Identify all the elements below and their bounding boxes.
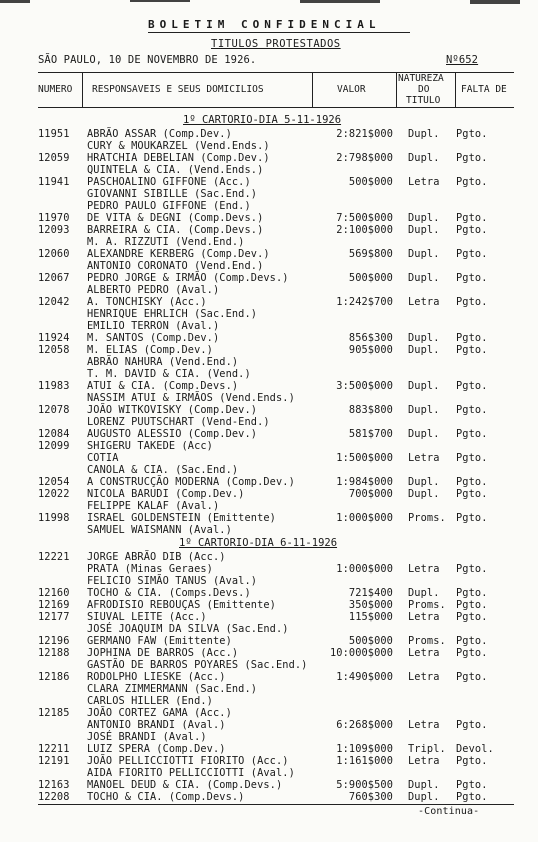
row-falta: Pgto. (456, 380, 488, 392)
row-falta: Pgto. (456, 272, 488, 284)
row-number: 12084 (38, 428, 70, 440)
row-falta: Pgto. (456, 755, 488, 767)
row-natureza: Letra (408, 647, 440, 659)
row-number: 12211 (38, 743, 70, 755)
row-falta: Pgto. (456, 212, 488, 224)
row-falta: Pgto. (456, 647, 488, 659)
row-natureza: Proms. (408, 635, 446, 647)
row-falta: Pgto. (456, 671, 488, 683)
related-party: PRATA (Minas Geraes) (87, 563, 213, 575)
row-value: 721$400 (348, 587, 393, 599)
row-natureza: Dupl. (408, 344, 440, 356)
row-natureza: Dupl. (408, 248, 440, 260)
responsible-party: TOCHO & CIA. (Comps.Devs.) (87, 587, 251, 599)
section-title: 1º CARTORIO-DIA 5-11-1926 (183, 114, 342, 126)
col-header-natureza-1: NATUREZA (398, 73, 444, 84)
responsible-party: BARREIRA & CIA. (Comp.Devs.) (87, 224, 264, 236)
row-number: 12177 (38, 611, 70, 623)
related-party: JOSÉ JOAQUIM DA SILVA (Sac.End.) (87, 623, 289, 635)
scan-artifact (130, 0, 190, 2)
scan-artifact (0, 0, 30, 3)
row-natureza: Dupl. (408, 476, 440, 488)
responsible-party: M. ELIAS (Comp.Dev.) (87, 344, 213, 356)
related-party: CLARA ZIMMERMANN (Sac.End.) (87, 683, 258, 695)
related-party: M. A. RIZZUTI (Vend.End.) (87, 236, 245, 248)
row-falta: Pgto. (456, 296, 488, 308)
row-number: 12060 (38, 248, 70, 260)
row-falta: Pgto. (456, 599, 488, 611)
row-falta: Pgto. (456, 512, 488, 524)
row-falta: Pgto. (456, 344, 488, 356)
related-party: FELIPPE KALAF (Aval.) (87, 500, 220, 512)
row-natureza: Dupl. (408, 587, 440, 599)
related-party: ANTONIO CORONATO (Vend.End.) (87, 260, 264, 272)
row-natureza: Proms. (408, 599, 446, 611)
row-number: 12208 (38, 791, 70, 803)
row-natureza: Letra (408, 671, 440, 683)
column-divider (312, 72, 313, 108)
continua-label: -Continua- (418, 806, 480, 817)
row-natureza: Dupl. (408, 128, 440, 140)
col-header-responsaveis: RESPONSAVEIS E SEUS DOMICILIOS (92, 84, 264, 95)
row-falta: Pgto. (456, 488, 488, 500)
related-party: SAMUEL WAISMANN (Aval.) (87, 524, 232, 536)
row-falta: Pgto. (456, 452, 488, 464)
responsible-party: HRATCHIA DEBELIAN (Comp.Dev.) (87, 152, 270, 164)
row-number: 12163 (38, 779, 70, 791)
row-natureza: Letra (408, 755, 440, 767)
row-falta: Pgto. (456, 248, 488, 260)
row-natureza: Letra (408, 563, 440, 575)
row-number: 12185 (38, 707, 70, 719)
row-number: 12196 (38, 635, 70, 647)
row-value: 7:500$000 (336, 212, 393, 224)
row-number: 12054 (38, 476, 70, 488)
row-value: 5:900$500 (336, 779, 393, 791)
row-falta: Pgto. (456, 404, 488, 416)
row-value: 350$000 (348, 599, 393, 611)
document-title: BOLETIM CONFIDENCIAL (148, 18, 381, 31)
row-number: 12160 (38, 587, 70, 599)
responsible-party: MANOEL DEUD & CIA. (Comp.Devs.) (87, 779, 283, 791)
related-party: QUINTELA & CIA. (Vend.Ends.) (87, 164, 264, 176)
row-natureza: Dupl. (408, 224, 440, 236)
responsible-party: ISRAEL GOLDENSTEIN (Emittente) (87, 512, 276, 524)
row-falta: Pgto. (456, 587, 488, 599)
row-natureza: Tripl. (408, 743, 446, 755)
row-falta: Pgto. (456, 428, 488, 440)
responsible-party: M. SANTOS (Comp.Dev.) (87, 332, 220, 344)
related-party: GASTÃO DE BARROS POYARES (Sac.End.) (87, 659, 308, 671)
col-header-valor: VALOR (337, 84, 366, 95)
row-falta: Pgto. (456, 476, 488, 488)
row-number: 12067 (38, 272, 70, 284)
row-natureza: Proms. (408, 512, 446, 524)
row-number: 12078 (38, 404, 70, 416)
row-value: 1:984$000 (336, 476, 393, 488)
row-value: 1:000$000 (336, 512, 393, 524)
row-number: 12058 (38, 344, 70, 356)
row-number: 12022 (38, 488, 70, 500)
row-natureza: Dupl. (408, 428, 440, 440)
row-value: 700$000 (348, 488, 393, 500)
row-number: 12186 (38, 671, 70, 683)
row-falta: Pgto. (456, 152, 488, 164)
row-value: 905$000 (348, 344, 393, 356)
responsible-party: ABRÃO ASSAR (Comp.Dev.) (87, 128, 232, 140)
row-value: 1:500$000 (336, 452, 393, 464)
row-natureza: Dupl. (408, 332, 440, 344)
table-bottom-rule (38, 804, 514, 805)
row-number: 12099 (38, 440, 70, 452)
related-party: NASSIM ATUI & IRMÃOS (Vend.Ends.) (87, 392, 295, 404)
row-falta: Devol. (456, 743, 494, 755)
responsible-party: SIUVAL LEITE (Acc.) (87, 611, 207, 623)
row-number: 11998 (38, 512, 70, 524)
row-falta: Pgto. (456, 779, 488, 791)
row-falta: Pgto. (456, 176, 488, 188)
row-value: 581$700 (348, 428, 393, 440)
row-value: 3:500$000 (336, 380, 393, 392)
responsible-party: JOÃO CORTEZ GAMA (Acc.) (87, 707, 232, 719)
responsible-party: JORGE ABRÃO DIB (Acc.) (87, 551, 226, 563)
row-natureza: Letra (408, 176, 440, 188)
responsible-party: RODOLPHO LIESKE (Acc.) (87, 671, 226, 683)
row-value: 2:100$000 (336, 224, 393, 236)
row-falta: Pgto. (456, 791, 488, 803)
row-number: 11983 (38, 380, 70, 392)
responsible-party: AFRODISIO REBOUÇAS (Emittente) (87, 599, 276, 611)
row-value: 2:821$000 (336, 128, 393, 140)
row-natureza: Dupl. (408, 272, 440, 284)
header-bottom-rule (38, 107, 514, 108)
related-party: CARLOS HILLER (End.) (87, 695, 213, 707)
responsible-party: A CONSTRUCÇÃO MODERNA (Comp.Dev.) (87, 476, 295, 488)
related-party: GIOVANNI SIBILLE (Sac.End.) (87, 188, 258, 200)
row-natureza: Letra (408, 452, 440, 464)
row-number: 12169 (38, 599, 70, 611)
related-party: ANTONIO BRANDI (Aval.) (87, 719, 226, 731)
col-header-natureza-3: TITULO (406, 95, 441, 106)
row-falta: Pgto. (456, 611, 488, 623)
row-natureza: Letra (408, 611, 440, 623)
row-number: 12191 (38, 755, 70, 767)
responsible-party: JOPHINA DE BARROS (Acc.) (87, 647, 239, 659)
column-divider (82, 72, 83, 108)
document-subtitle: TITULOS PROTESTADOS (211, 38, 341, 50)
responsible-party: TOCHO & CIA. (Comp.Devs.) (87, 791, 245, 803)
responsible-party: JOÃO PELLICCIOTTI FIORITO (Acc.) (87, 755, 289, 767)
row-falta: Pgto. (456, 332, 488, 344)
related-party: LORENZ PUUTSCHART (Vend-End.) (87, 416, 270, 428)
related-party: ABRÃO NAHURA (Vend.End.) (87, 356, 239, 368)
row-number: 12188 (38, 647, 70, 659)
row-value: 856$300 (348, 332, 393, 344)
responsible-party: A. TONCHISKY (Acc.) (87, 296, 207, 308)
col-header-numero: NUMERO (38, 84, 73, 95)
row-value: 1:490$000 (336, 671, 393, 683)
section-title: 1º CARTORIO-DIA 6-11-1926 (179, 537, 338, 549)
row-falta: Pgto. (456, 719, 488, 731)
row-value: 569$800 (348, 248, 393, 260)
date-line: SÃO PAULO, 10 DE NOVEMBRO DE 1926. (38, 54, 257, 66)
column-divider (455, 72, 456, 108)
related-party: FELICIO SIMÃO TANUS (Aval.) (87, 575, 258, 587)
responsible-party: DE VITA & DEGNI (Comp.Devs.) (87, 212, 264, 224)
row-natureza: Letra (408, 719, 440, 731)
responsible-party: PEDRO JORGE & IRMÃO (Comp.Devs.) (87, 272, 289, 284)
responsible-party: AUGUSTO ALESSIO (Comp.Dev.) (87, 428, 258, 440)
row-number: 11970 (38, 212, 70, 224)
responsible-party: ATUI & CIA. (Comp.Devs.) (87, 380, 239, 392)
row-natureza: Dupl. (408, 152, 440, 164)
row-falta: Pgto. (456, 635, 488, 647)
row-number: 12059 (38, 152, 70, 164)
row-value: 760$300 (348, 791, 393, 803)
row-falta: Pgto. (456, 128, 488, 140)
responsible-party: SHIGERU TAKEDE (Acc) (87, 440, 213, 452)
related-party: CANOLA & CIA. (Sac.End.) (87, 464, 239, 476)
row-number: 11951 (38, 128, 70, 140)
column-divider (396, 72, 397, 108)
related-party: PEDRO PAULO GIFFONE (End.) (87, 200, 251, 212)
col-header-natureza-2: DO (418, 84, 430, 95)
related-party: JOSÉ BRANDI (Aval.) (87, 731, 207, 743)
responsible-party: JOÃO WITKOVISKY (Comp.Dev.) (87, 404, 258, 416)
row-number: 11924 (38, 332, 70, 344)
row-value: 1:161$000 (336, 755, 393, 767)
row-value: 500$000 (348, 635, 393, 647)
row-natureza: Dupl. (408, 404, 440, 416)
responsible-party: GERMANO FAW (Emittente) (87, 635, 232, 647)
row-natureza: Dupl. (408, 212, 440, 224)
row-value: 1:000$000 (336, 563, 393, 575)
row-natureza: Dupl. (408, 380, 440, 392)
row-value: 1:242$700 (336, 296, 393, 308)
col-header-falta: FALTA DE (461, 84, 507, 95)
row-value: 883$800 (348, 404, 393, 416)
row-value: 2:798$000 (336, 152, 393, 164)
related-party: EMILIO TERRON (Aval.) (87, 320, 220, 332)
row-number: 11941 (38, 176, 70, 188)
responsible-party: LUIZ SPERA (Comp.Dev.) (87, 743, 226, 755)
row-falta: Pgto. (456, 224, 488, 236)
responsible-party: PASCHOALINO GIFFONE (Acc.) (87, 176, 251, 188)
row-number: 12221 (38, 551, 70, 563)
document-number: Nº652 (446, 54, 479, 66)
row-natureza: Dupl. (408, 791, 440, 803)
row-number: 12042 (38, 296, 70, 308)
row-falta: Pgto. (456, 563, 488, 575)
row-natureza: Dupl. (408, 488, 440, 500)
related-party: ALBERTO PEDRO (Aval.) (87, 284, 220, 296)
row-number: 12093 (38, 224, 70, 236)
row-value: 500$000 (348, 176, 393, 188)
responsible-party: NICOLA BARUDI (Comp.Dev.) (87, 488, 245, 500)
scan-artifact (470, 0, 520, 4)
row-value: 1:109$000 (336, 743, 393, 755)
related-party: CURY & MOUKARZEL (Vend.Ends.) (87, 140, 270, 152)
row-value: 10:000$000 (330, 647, 393, 659)
row-natureza: Letra (408, 296, 440, 308)
row-value: 500$000 (348, 272, 393, 284)
scan-artifact (300, 0, 380, 3)
row-natureza: Dupl. (408, 779, 440, 791)
related-party: T. M. DAVID & CIA. (Vend.) (87, 368, 251, 380)
row-value: 115$000 (348, 611, 393, 623)
title-underline (148, 32, 410, 33)
related-party: HENRIQUE EHRLICH (Sac.End.) (87, 308, 258, 320)
related-party: AIDA FIORITO PELLICCIOTTI (Aval.) (87, 767, 295, 779)
row-value: 6:268$000 (336, 719, 393, 731)
responsible-party: ALEXANDRE KERBERG (Comp.Dev.) (87, 248, 270, 260)
related-party: COTIA (87, 452, 119, 464)
